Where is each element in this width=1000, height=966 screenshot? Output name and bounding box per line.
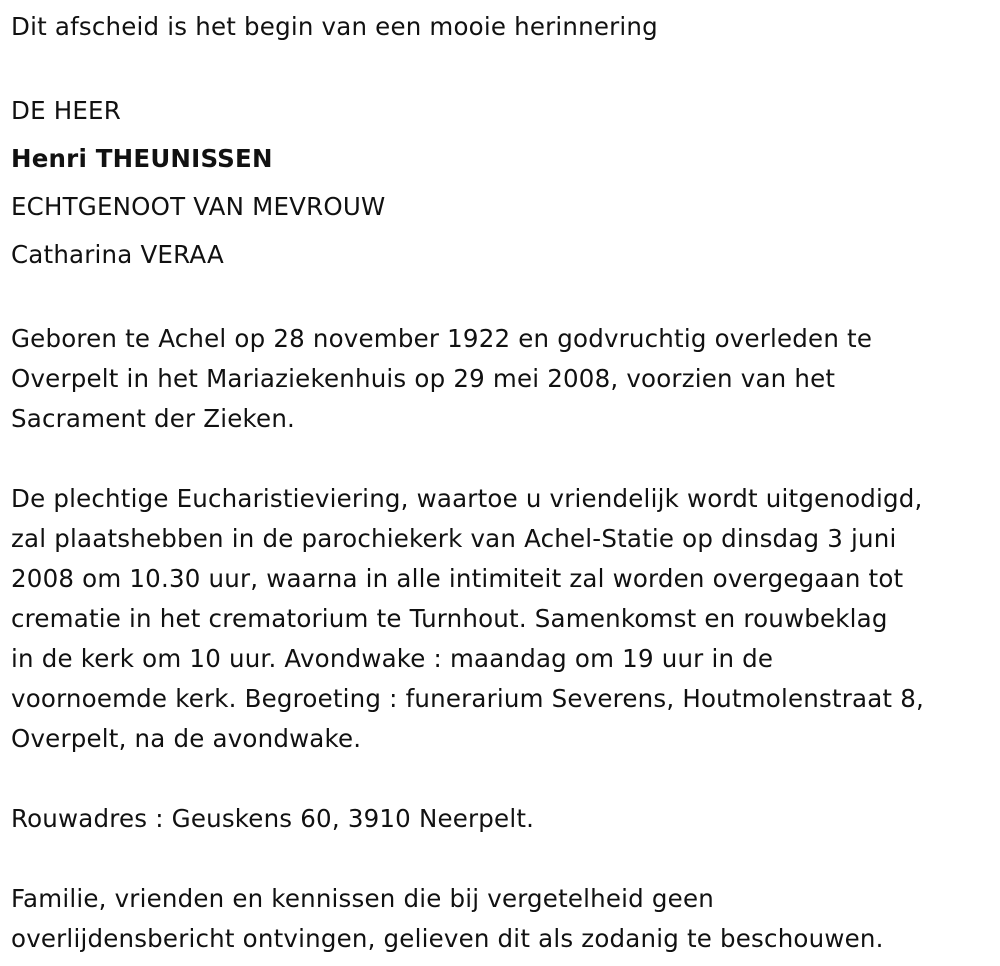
paragraph-line: Overpelt, na de avondwake. — [11, 724, 362, 753]
birth-death-paragraph — [11, 319, 993, 439]
spacer — [11, 47, 993, 87]
spacer — [11, 279, 993, 319]
paragraph-line: 2008 om 10.30 uur, waarna in alle intimiteit zal worden overgegaan tot — [11, 564, 904, 593]
closing-paragraph — [11, 879, 993, 959]
paragraph-line: De plechtige Eucharistieviering, waartoe u vriendelijk wordt uitgenodigd, — [11, 484, 923, 513]
deceased-name: Henri THEUNISSEN — [11, 144, 273, 173]
ceremony-paragraph — [11, 479, 993, 759]
spouse-label: ECHTGENOOT VAN MEVROUW — [11, 192, 386, 221]
paragraph-line: Overpelt in het Mariaziekenhuis op 29 mei 2008, voorzien van het — [11, 364, 836, 393]
paragraph-line: voornoemde kerk. Begroeting : funerarium Severens, Houtmolenstraat 8, — [11, 684, 924, 713]
salutation: DE HEER — [11, 96, 121, 125]
heading-line: Dit afscheid is het begin van een mooie herinnering — [11, 12, 658, 41]
spacer — [11, 439, 993, 479]
spacer — [11, 839, 993, 879]
paragraph-line: crematie in het crematorium te Turnhout. Samenkomst en rouwbeklag — [11, 604, 888, 633]
spouse-name: Catharina VERAA — [11, 240, 224, 269]
spacer — [11, 759, 993, 799]
paragraph-line: zal plaatshebben in de parochiekerk van Achel-Statie op dinsdag 3 juni — [11, 524, 897, 553]
paragraph-line: overlijdensbericht ontvingen, gelieven dit als zodanig te beschouwen. — [11, 924, 884, 953]
paragraph-line: Geboren te Achel op 28 november 1922 en godvruchtig overleden te — [11, 324, 873, 353]
paragraph-line: Sacrament der Zieken. — [11, 404, 296, 433]
mourning-address: Rouwadres : Geuskens 60, 3910 Neerpelt. — [11, 804, 535, 833]
paragraph-line: Familie, vrienden en kennissen die bij vergetelheid geen — [11, 884, 714, 913]
paragraph-line: in de kerk om 10 uur. Avondwake : maandag om 19 uur in de — [11, 644, 774, 673]
obituary-document — [11, 7, 993, 959]
